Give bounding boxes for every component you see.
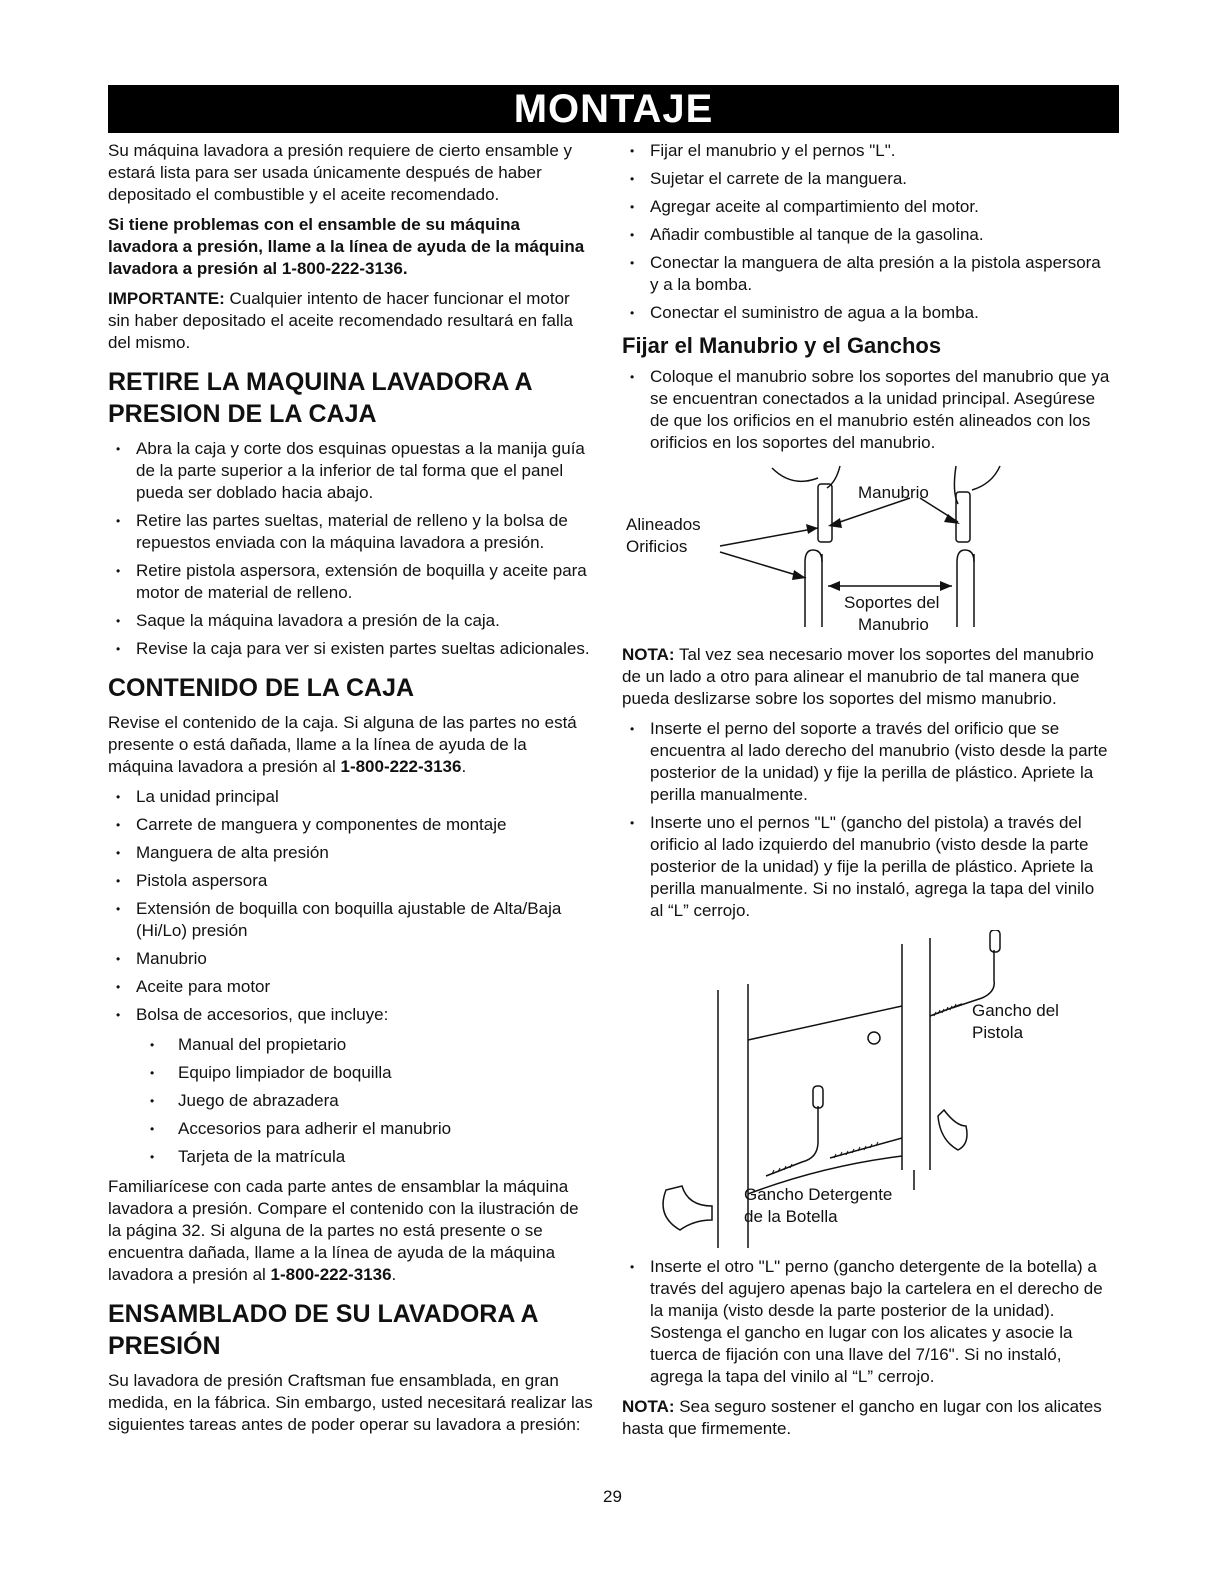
list-item: • Aceite para motor (108, 976, 594, 998)
list-item: • Conectar el suministro de agua a la bomba. (622, 302, 1112, 324)
label-alineados: Alineados (626, 515, 701, 534)
nota-label: NOTA: (622, 645, 675, 664)
list-item: • Bolsa de accesorios, que incluye: (108, 1004, 594, 1026)
important-text: Cualquier intento de hacer funcionar el motor sin haber depositado el aceite recomendado resultará en falla del mismo. (108, 289, 573, 352)
section-banner: MONTAJE (108, 85, 1119, 133)
intro-paragraph: Su máquina lavadora a presión requiere de cierto ensamble y estará lista para ser usada únicamente después de haber depositado el combustible y el aceite recomendado. (108, 141, 572, 204)
list-item: • Añadir combustible al tanque de la gasolina. (622, 224, 1112, 246)
hooks-figure (622, 930, 1112, 1248)
important-notice (108, 288, 594, 354)
list-item: • Abra la caja y corte dos esquinas opuestas a la manija guía de la parte superior a la inferior de tal forma que el panel pueda ser doblado hacia abajo. (108, 438, 594, 504)
list-item: • Equipo limpiador de boquilla (108, 1062, 594, 1084)
list-item: • Retire pistola aspersora, extensión de boquilla y aceite para motor de material de relleno. (108, 560, 594, 604)
heading-fijar: Fijar el Manubrio y el Ganchos (622, 333, 942, 358)
phone-number: 1-800-222-3136 (340, 757, 462, 776)
inserte-list (622, 718, 1112, 922)
heading-retire: RETIRE LA MAQUINA LAVADORA A PRESION DE LA CAJA (108, 368, 532, 428)
phone-number: 1-800-222-3136 (270, 1265, 392, 1284)
ensamblado-intro: Su lavadora de presión Craftsman fue ensamblada, en gran medida, en la fábrica. Sin embargo, usted necesitará realizar las siguientes tareas antes de poder operar su lavadora a presión: (108, 1371, 593, 1434)
period: . (461, 757, 467, 776)
label-gancho-pistola: Gancho del (972, 1001, 1059, 1020)
heading-ensamblado: ENSAMBLADO DE SU LAVADORA A PRESIÓN (108, 1300, 538, 1360)
important-label: IMPORTANTE: (108, 289, 225, 308)
list-item: • Tarjeta de la matrícula (108, 1146, 594, 1168)
list-item: • Extensión de boquilla con boquilla ajustable de Alta/Baja (Hi/Lo) presión (108, 898, 594, 942)
familiarice-text: Familiarícese con cada parte antes de ensamblar la máquina lavadora a presión. Compare el contenido con la ilustración de la página 32. Si alguna de la partes no está presente o se encuentra dañada, llame a la línea de ayuda de la máquina lavadora a presión al (108, 1177, 579, 1284)
list-item: • Fijar el manubrio y el pernos "L". (622, 140, 1112, 162)
contenido-intro (108, 712, 594, 778)
period: . (391, 1265, 397, 1284)
label-soportes-manubrio: Manubrio (858, 615, 929, 634)
list-item: • Agregar aceite al compartimiento del motor. (622, 196, 1112, 218)
heading-contenido: CONTENIDO DE LA CAJA (108, 674, 415, 702)
list-item: • Conectar la manguera de alta presión a la pistola aspersora y a la bomba. (622, 252, 1112, 296)
handle-alignment-figure (622, 462, 1112, 634)
list-item: • Manguera de alta presión (108, 842, 594, 864)
label-de-la-botella: de la Botella (744, 1207, 838, 1226)
list-item: • Carrete de manguera y componentes de montaje (108, 814, 594, 836)
list-item: • Accesorios para adherir el manubrio (108, 1118, 594, 1140)
list-item: • La unidad principal (108, 786, 594, 808)
contenido-list (108, 786, 594, 1026)
tasks-list (622, 140, 1112, 324)
nota2-text: Sea seguro sostener el gancho en lugar con los alicates hasta que firmemente. (622, 1397, 1102, 1438)
list-item: • Pistola aspersora (108, 870, 594, 892)
page-number: 29 (603, 1487, 622, 1506)
label-pistola: Pistola (972, 1023, 1024, 1042)
list-item: • Inserte el otro "L" perno (gancho detergente de la botella) a través del agujero apenas bajo la cartelera en el derecho de la manija (visto desde la parte posterior de la unidad). Sostenga el gancho en lugar con los alicates y asocie la tuerca de fijación con una llave del 7/16". Si no instaló, agrega la tapa del vinilo al “L” cerrojo. (622, 1256, 1112, 1388)
list-item: • Coloque el manubrio sobre los soportes del manubrio que ya se encuentran conectados a la unidad principal. Asegúrese de que los orificios en el manubrio estén alineados con los orificios en los soportes del manubrio. (622, 366, 1112, 454)
right-column (622, 140, 1112, 1448)
list-item: • Inserte uno el pernos "L" (gancho del pistola) a través del orificio al lado izquierdo del manubrio (visto desde la parte posterior de la unidad) y fije la perilla de plástico. Apriete la perilla manualmente. Si no instaló, agrega la tapa del vinilo al “L” cerrojo. (622, 812, 1112, 922)
familiarice-paragraph (108, 1176, 594, 1286)
list-item: • Inserte el perno del soporte a través del orificio que se encuentra al lado derecho del manubrio (visto desde la parte posterior de la unidad) y fije la perilla de plástico. Apriete la perilla manualmente. (622, 718, 1112, 806)
contenido-intro-text: Revise el contenido de la caja. Si alguna de las partes no está presente o está dañada, llame a la línea de ayuda de la máquina lavadora a presión al (108, 713, 577, 776)
label-orificios: Orificios (626, 537, 688, 556)
label-manubrio: Manubrio (858, 483, 929, 502)
inserte-otro-list (622, 1256, 1112, 1388)
help-line-notice: Si tiene problemas con el ensamble de su máquina lavadora a presión, llame a la línea de ayuda de la máquina lavadora a presión al 1-800-222-3136. (108, 215, 585, 278)
nota-text: Tal vez sea necesario mover los soportes del manubrio de un lado a otro para alinear el manubrio de tal manera que pueda deslizarse sobre los soportes del mismo manubrio. (622, 645, 1094, 708)
label-gancho-detergente: Gancho Detergente (744, 1185, 893, 1204)
retire-list (108, 438, 594, 660)
list-item: • Sujetar el carrete de la manguera. (622, 168, 1112, 190)
list-item: • Revise la caja para ver si existen partes sueltas adicionales. (108, 638, 594, 660)
list-item: • Retire las partes sueltas, material de relleno y la bolsa de repuestos enviada con la máquina lavadora a presión. (108, 510, 594, 554)
accesorios-list (108, 1034, 594, 1168)
label-soportes: Soportes del (844, 593, 940, 612)
left-column (108, 140, 594, 1444)
nota2-paragraph (622, 1396, 1112, 1440)
list-item: • Saque la máquina lavadora a presión de la caja. (108, 610, 594, 632)
fijar-list (622, 366, 1112, 454)
nota-label: NOTA: (622, 1397, 675, 1416)
list-item: • Manubrio (108, 948, 594, 970)
list-item: • Manual del propietario (108, 1034, 594, 1056)
nota-paragraph (622, 644, 1112, 710)
list-item: • Juego de abrazadera (108, 1090, 594, 1112)
